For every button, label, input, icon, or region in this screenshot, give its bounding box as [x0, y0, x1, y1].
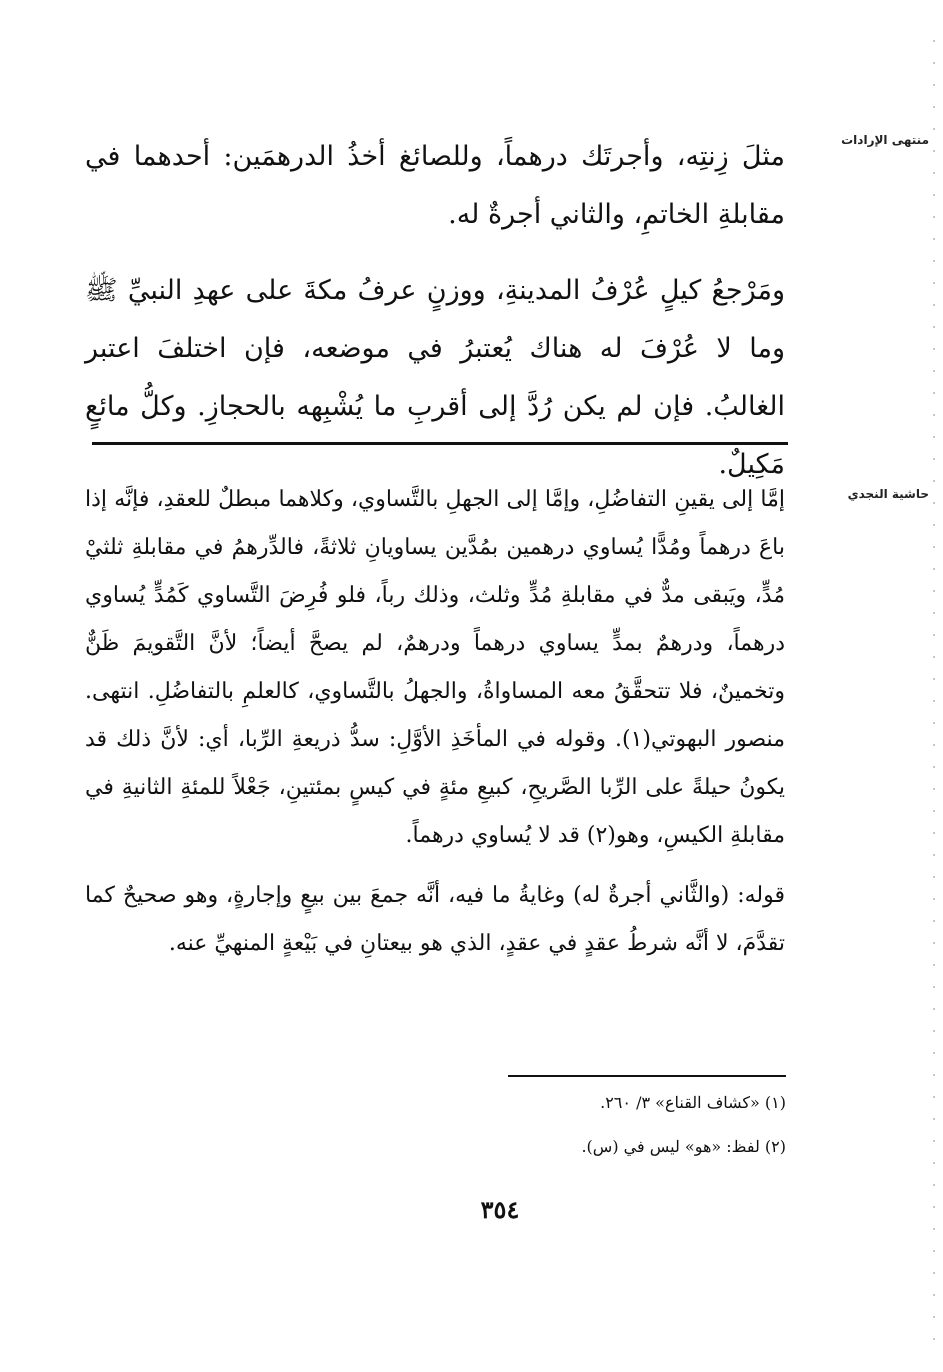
scan-edge-marks — [933, 40, 935, 1340]
footnote: (٢) لفظ: «هو» ليس في (س). — [581, 1137, 786, 1156]
page-number: ٣٥٤ — [480, 1195, 520, 1224]
matn-paragraph: مثلَ زِنتِه، وأجرتَك درهماً، وللصائغ أخذُ الدرهمَين: أحدهما في مقابلةِ الخاتمِ، والثاني أجرةٌ له. — [85, 141, 785, 230]
side-label-hashiya: حاشية النجدي — [847, 487, 929, 501]
matn-paragraph: ومَرْجعُ كيلٍ عُرْفُ المدينةِ، ووزنٍ عرفُ مكةَ على عهدِ النبيِّ ﷺ وما لا عُرْفَ له هناك يُعتبرُ في موضعه، فإن اختلفَ اعتبر الغالبُ. فإن لم يكن رُدَّ إلى أقربِ ما يُشْبِهه بالحجازِ. وكلُّ مائعٍ مَكِيلٌ. — [85, 275, 785, 480]
hashiya-paragraph: قوله: (والثَّاني أجرةٌ له) وغايةُ ما فيه، أنَّه جمعَ بين بيعٍ وإجارةٍ، وهو صحيحٌ كما تقدَّمَ، لا أنَّه شرطُ عقدٍ في عقدٍ، الذي هو بيعتانِ في بَيْعةٍ المنهيِّ عنه. — [85, 883, 785, 956]
hashiya-text-block — [85, 476, 785, 980]
footnotes — [300, 1090, 786, 1178]
hashiya-paragraph: إمَّا إلى يقينِ التفاضُلِ، وإمَّا إلى الجهلِ بالتَّساوي، وكلاهما مبطلٌ للعقدِ، فإنَّه إذا باعَ درهماً ومُدًّا يُساوي درهمين بمُدَّين يساويانِ ثلاثةً، فالدِّرهمُ في مقابلةِ ثلثيْ مُدٍّ، ويَبقى مدٌّ في مقابلةِ مُدٍّ وثلث، وذلك رباً، فلو فُرِضَ التَّساوي كَمُدٍّ يُساوي درهماً، ودرهمٌ بمدٍّ يساوي درهماً ودرهمٌ، لم يصحَّ أيضاً؛ لأنَّ التَّقويمَ ظَنٌّ وتخمينٌ، فلا تتحقَّقُ معه المساواةُ، والجهلُ بالتَّساوي، كالعلمِ بالتفاضُلِ. انتهى. منصور البهوتي(١). وقوله في المأخَذِ الأوَّلِ: سدُّ ذريعةِ الرِّبا، أي: لأنَّ ذلك قد يكونُ حيلةً على الرِّبا الصَّريحِ، كبيعِ مئةٍ في كيسٍ بمئتينِ، جَعْلاً للمئةِ الثانيةِ في مقابلةِ الكيسِ، وهو(٢) قد لا يُساوي درهماً. — [85, 487, 785, 848]
side-label-matn: منتهى الإرادات — [841, 133, 929, 147]
matn-text-block — [85, 128, 785, 512]
footnote: (١) «كشاف القناع» ٣/ ٢٦٠. — [600, 1093, 786, 1112]
main-divider — [92, 442, 788, 445]
footnote-divider — [508, 1075, 786, 1077]
